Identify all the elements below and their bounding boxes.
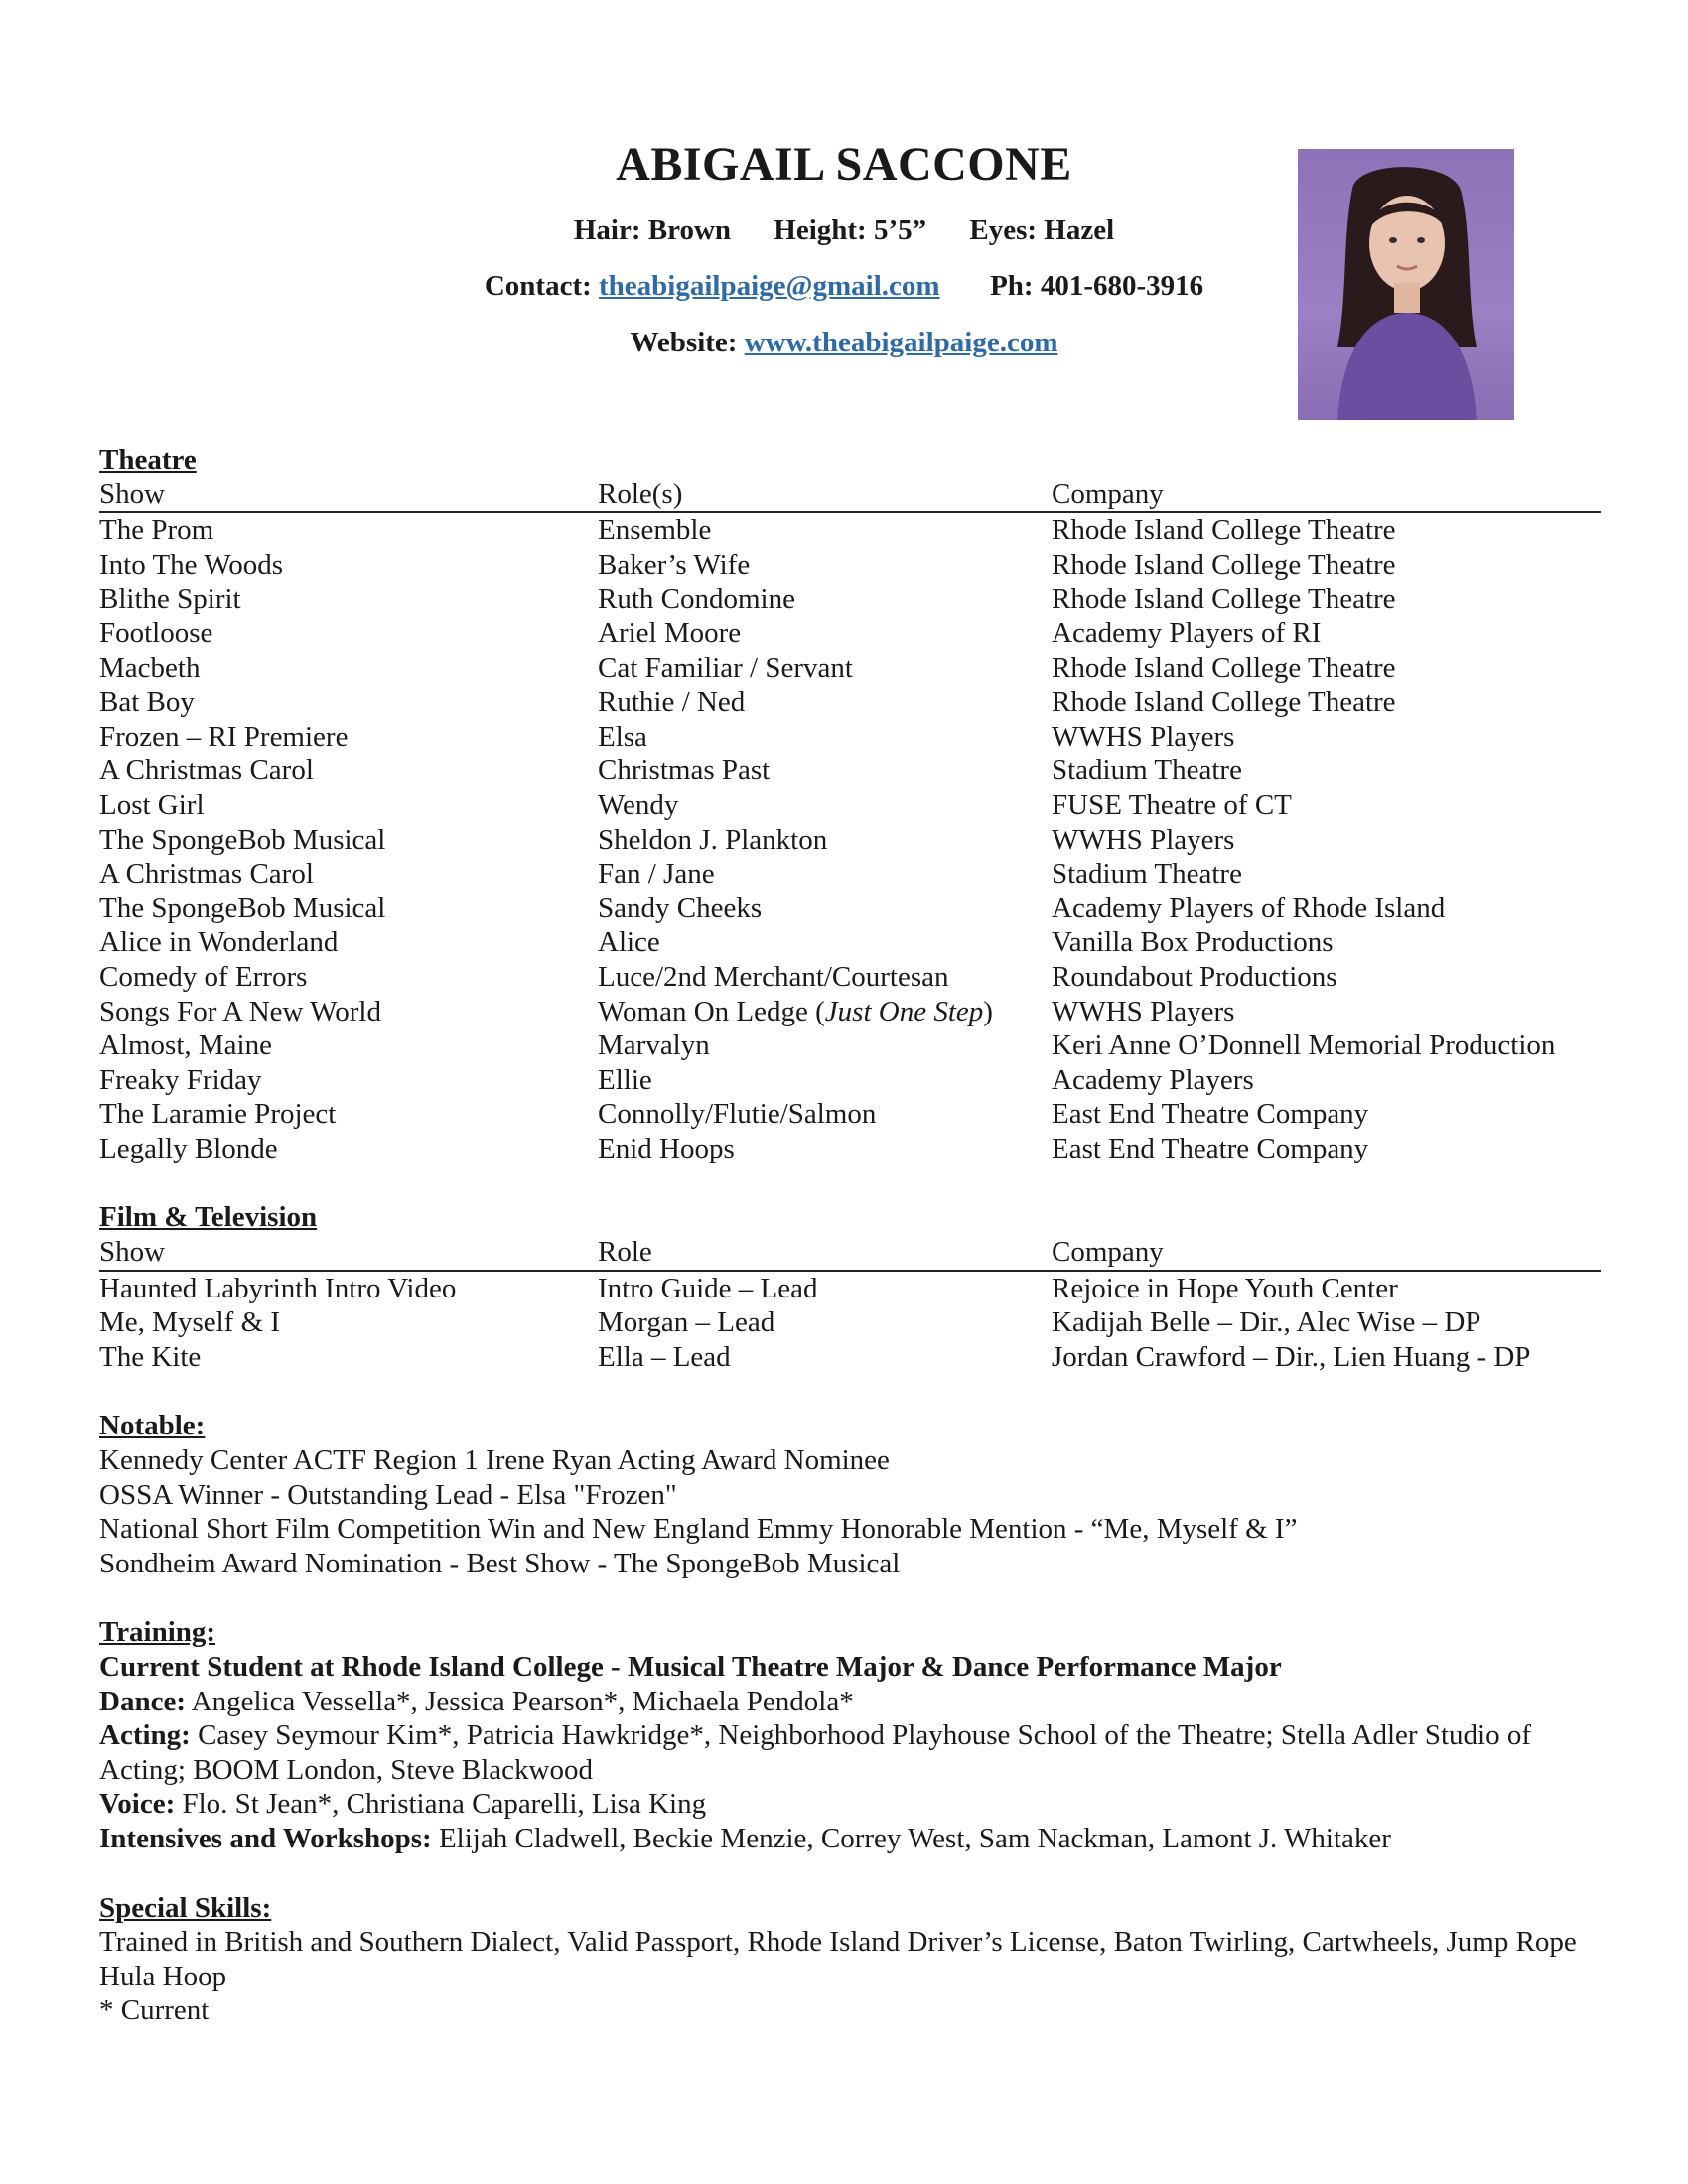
col-show-header: Show	[99, 1235, 598, 1271]
role-cell: Ella – Lead	[598, 1340, 731, 1373]
show-cell: A Christmas Carol	[99, 754, 314, 787]
company-cell: WWHS Players	[1052, 823, 1235, 856]
dance-label: Dance:	[99, 1685, 186, 1717]
show-cell: Almost, Maine	[99, 1029, 272, 1062]
table-row	[99, 582, 1601, 616]
role-cell: Sandy Cheeks	[598, 891, 763, 924]
phone-number: Ph: 401-680-3916	[990, 270, 1204, 302]
table-row	[99, 1305, 1601, 1340]
table-row	[99, 616, 1601, 651]
table-row	[99, 685, 1601, 720]
skills-footnote: * Current	[99, 1994, 210, 2027]
role-cell: Wendy	[598, 788, 679, 821]
hair-stat: Hair: Brown	[573, 214, 732, 246]
table-row	[99, 1132, 1601, 1166]
theatre-header-row	[99, 478, 1601, 513]
role-cell: Sheldon J. Plankton	[598, 823, 828, 856]
role-cell: Ruthie / Ned	[598, 686, 746, 719]
company-cell: FUSE Theatre of CT	[1052, 788, 1292, 821]
role-cell: Christmas Past	[598, 754, 771, 787]
film-header-row	[99, 1235, 1601, 1271]
website-label: Website:	[630, 327, 738, 358]
show-cell: The Prom	[99, 514, 214, 547]
acting-teachers: Casey Seymour Kim*, Patricia Hawkridge*, Neighborhood Playhouse School of the Theatre; Stella Adler Studio of Acting; BOOM London, Steve Blackwood	[99, 1719, 1531, 1786]
col-role-header: Role	[598, 1235, 1052, 1271]
training-acting	[99, 1718, 1601, 1787]
company-cell: Roundabout Productions	[1052, 960, 1337, 993]
table-row	[99, 857, 1601, 891]
role-cell: Fan / Jane	[598, 858, 715, 890]
company-cell: WWHS Players	[1052, 720, 1235, 752]
training-intensives	[99, 1822, 1601, 1856]
show-cell: A Christmas Carol	[99, 858, 314, 890]
company-cell: Academy Players of Rhode Island	[1052, 891, 1446, 924]
show-cell: Legally Blonde	[99, 1132, 278, 1164]
show-cell: Haunted Labyrinth Intro Video	[99, 1272, 457, 1304]
training-dance	[99, 1685, 1601, 1719]
show-cell: The SpongeBob Musical	[99, 823, 386, 856]
table-row	[99, 891, 1601, 926]
show-cell: Alice in Wonderland	[99, 926, 339, 959]
col-show-header: Show	[99, 478, 598, 513]
website-link[interactable]: www.theabigailpaige.com	[744, 327, 1058, 358]
company-cell: Rhode Island College Theatre	[1052, 514, 1396, 547]
theatre-credits-table	[99, 478, 1601, 1166]
training-voice	[99, 1787, 1601, 1822]
notable-item: Sondheim Award Nomination - Best Show - The SpongeBob Musical	[99, 1547, 901, 1579]
actor-name: ABIGAIL SACCONE	[616, 138, 1072, 191]
company-cell: Academy Players	[1052, 1063, 1254, 1096]
eyes-stat: Eyes: Hazel	[969, 214, 1115, 246]
role-cell: Ariel Moore	[598, 616, 742, 649]
show-cell: Macbeth	[99, 651, 201, 684]
show-cell: Songs For A New World	[99, 995, 381, 1027]
company-cell: Rejoice in Hope Youth Center	[1052, 1272, 1398, 1304]
role-cell: Ensemble	[598, 514, 712, 547]
show-cell: Lost Girl	[99, 788, 205, 821]
table-row	[99, 1097, 1601, 1132]
company-cell: Kadijah Belle – Dir., Alec Wise – DP	[1052, 1306, 1481, 1339]
intensives-label: Intensives and Workshops:	[99, 1822, 432, 1854]
show-cell: Me, Myself & I	[99, 1306, 281, 1339]
company-cell: Stadium Theatre	[1052, 858, 1242, 890]
company-cell: WWHS Players	[1052, 995, 1235, 1027]
company-cell: Rhode Island College Theatre	[1052, 686, 1396, 719]
role-cell: Marvalyn	[598, 1029, 710, 1062]
table-row	[99, 1063, 1601, 1098]
table-row	[99, 925, 1601, 960]
show-cell: Frozen – RI Premiere	[99, 720, 349, 752]
show-cell: The SpongeBob Musical	[99, 891, 386, 924]
role-cell: Alice	[598, 926, 660, 959]
col-company-header: Company	[1052, 478, 1601, 513]
role-cell: Morgan – Lead	[598, 1306, 775, 1339]
show-cell: Footloose	[99, 616, 213, 649]
show-cell: The Kite	[99, 1340, 202, 1373]
intensives-teachers: Elijah Cladwell, Beckie Menzie, Correy West, Sam Nackman, Lamont J. Whitaker	[431, 1822, 1391, 1854]
show-cell: Into The Woods	[99, 548, 284, 581]
role-paren-close: )	[983, 995, 993, 1027]
table-row	[99, 512, 1601, 548]
email-link[interactable]: theabigailpaige@gmail.com	[599, 270, 940, 302]
table-row	[99, 720, 1601, 754]
theatre-section-title: Theatre	[99, 444, 197, 476]
company-cell: Keri Anne O’Donnell Memorial Production	[1052, 1029, 1556, 1062]
role-cell: Woman On Ledge (Just One Step)	[598, 995, 993, 1027]
role-cell: Intro Guide – Lead	[598, 1272, 818, 1304]
training-section-title: Training:	[99, 1616, 216, 1649]
role-cell: Enid Hoops	[598, 1132, 735, 1164]
company-cell: Academy Players of RI	[1052, 616, 1322, 649]
company-cell: East End Theatre Company	[1052, 1098, 1369, 1131]
role-cell: Elsa	[598, 720, 647, 752]
company-cell: East End Theatre Company	[1052, 1132, 1369, 1164]
table-row	[99, 651, 1601, 686]
training-current: Current Student at Rhode Island College - Musical Theatre Major & Dance Performance Major	[99, 1651, 1282, 1683]
notable-section-title: Notable:	[99, 1410, 206, 1442]
table-row	[99, 1271, 1601, 1306]
table-row	[99, 823, 1601, 858]
headshot-photo	[1298, 149, 1514, 420]
film-section-title: Film & Television	[99, 1201, 318, 1234]
role-cell: Ruth Condomine	[598, 583, 795, 615]
role-cell: Cat Familiar / Servant	[598, 651, 853, 684]
show-cell: Blithe Spirit	[99, 583, 241, 615]
resume-body	[99, 443, 1601, 2028]
notable-item: National Short Film Competition Win and New England Emmy Honorable Mention - “Me, Myself & I”	[99, 1513, 1298, 1546]
height-stat: Height: 5’5”	[774, 214, 927, 246]
company-cell: Rhode Island College Theatre	[1052, 651, 1396, 684]
role-cell: Luce/2nd Merchant/Courtesan	[598, 960, 949, 993]
film-credits-table	[99, 1235, 1601, 1374]
notable-item: OSSA Winner - Outstanding Lead - Elsa "Frozen"	[99, 1478, 677, 1511]
dance-teachers: Angelica Vessella*, Jessica Pearson*, Michaela Pendola*	[185, 1685, 854, 1717]
role-song-title: Just One Step	[824, 995, 984, 1027]
col-company-header: Company	[1052, 1235, 1601, 1271]
table-row	[99, 548, 1601, 583]
voice-teachers: Flo. St Jean*, Christiana Caparelli, Lisa King	[175, 1788, 707, 1821]
company-cell: Jordan Crawford – Dir., Lien Huang - DP	[1052, 1340, 1531, 1373]
company-cell: Stadium Theatre	[1052, 754, 1242, 787]
table-row	[99, 753, 1601, 788]
company-cell: Rhode Island College Theatre	[1052, 583, 1396, 615]
skills-text: Trained in British and Southern Dialect, Valid Passport, Rhode Island Driver’s License, Baton Twirling, Cartwheels, Jump Rope Hula Hoop	[99, 1926, 1577, 1992]
table-row	[99, 788, 1601, 823]
table-row	[99, 1028, 1601, 1063]
table-row	[99, 1340, 1601, 1375]
show-cell: The Laramie Project	[99, 1098, 337, 1131]
contact-label: Contact:	[484, 270, 592, 302]
company-cell: Rhode Island College Theatre	[1052, 548, 1396, 581]
show-cell: Freaky Friday	[99, 1063, 262, 1096]
role-cell: Connolly/Flutie/Salmon	[598, 1098, 877, 1131]
show-cell: Bat Boy	[99, 686, 195, 719]
voice-label: Voice:	[99, 1788, 176, 1821]
acting-label: Acting:	[99, 1719, 191, 1752]
headshot-illustration	[1298, 149, 1514, 420]
table-row	[99, 960, 1601, 995]
role-cell: Ellie	[598, 1063, 652, 1096]
col-role-header: Role(s)	[598, 478, 1052, 513]
skills-section-title: Special Skills:	[99, 1891, 272, 1924]
role-cell: Baker’s Wife	[598, 548, 751, 581]
show-cell: Comedy of Errors	[99, 960, 308, 993]
notable-list	[99, 1443, 1601, 1580]
table-row	[99, 995, 1601, 1029]
company-cell: Vanilla Box Productions	[1052, 926, 1334, 959]
notable-item: Kennedy Center ACTF Region 1 Irene Ryan Acting Award Nominee	[99, 1444, 890, 1477]
